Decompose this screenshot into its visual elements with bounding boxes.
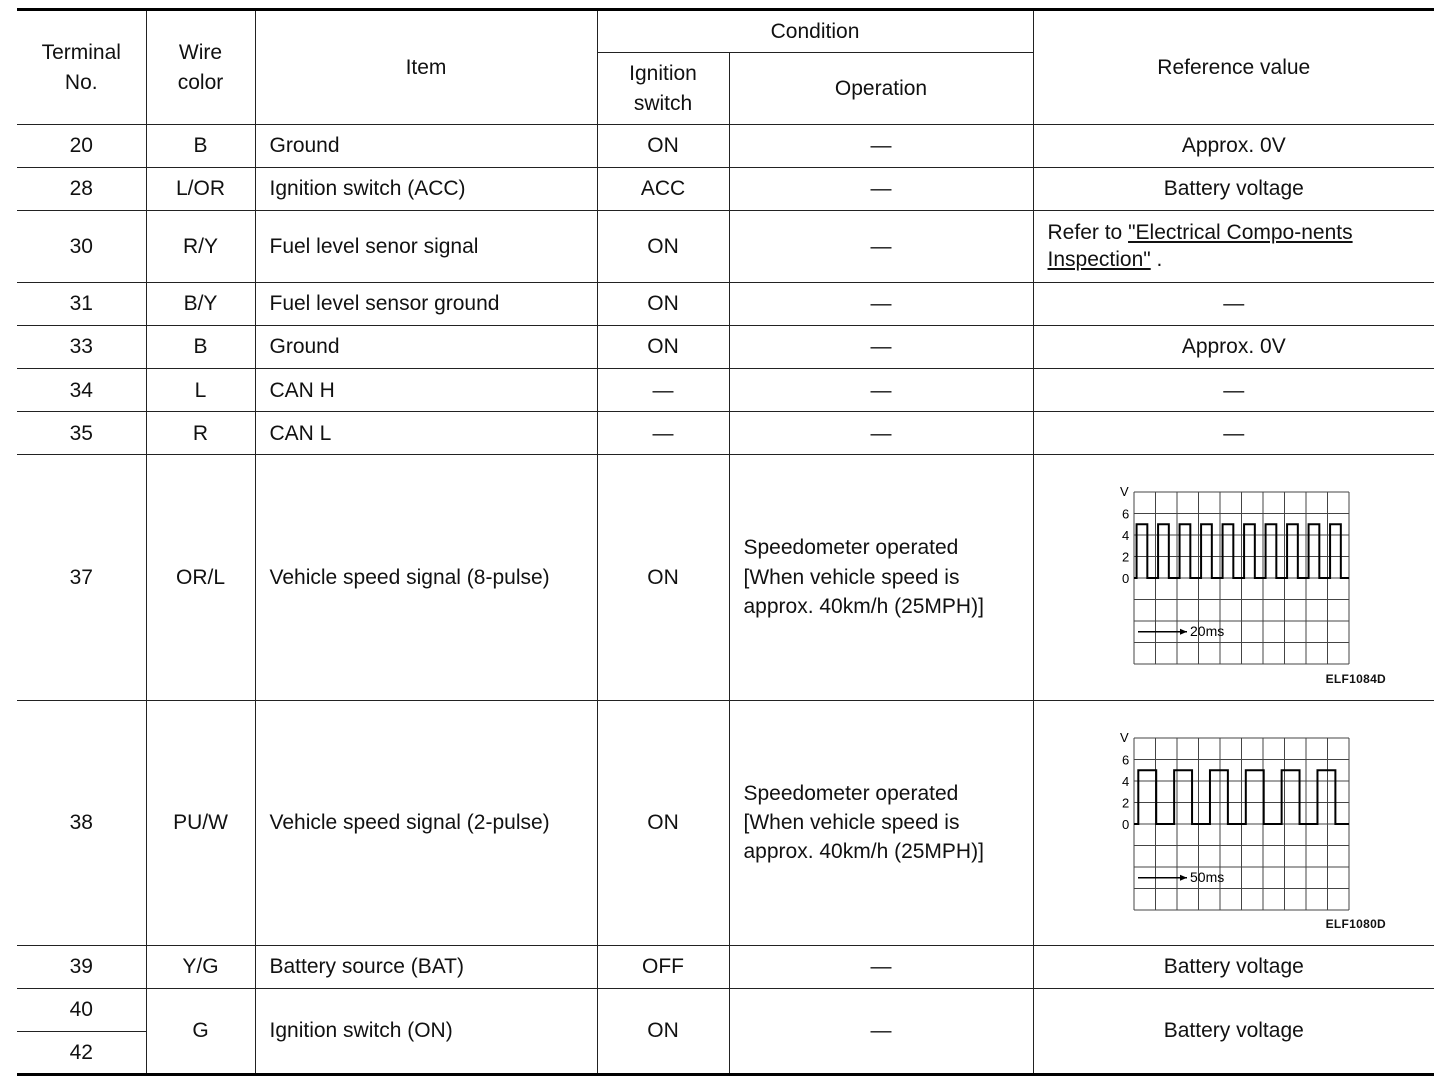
tick-label: 4 bbox=[1121, 773, 1129, 789]
reference-cell: Battery voltage bbox=[1033, 988, 1434, 1074]
header-ignition-switch: Ignition switch bbox=[597, 53, 729, 125]
tick-label: 6 bbox=[1121, 506, 1129, 522]
ignition-cell: OFF bbox=[597, 945, 729, 988]
table-row bbox=[17, 168, 1434, 211]
operation-cell: — bbox=[729, 945, 1033, 988]
tick-label: 0 bbox=[1121, 816, 1129, 832]
table-row bbox=[17, 455, 1434, 700]
wire-color-cell: B bbox=[146, 326, 255, 369]
item-cell: CAN L bbox=[255, 412, 597, 455]
wire-color-cell: R/Y bbox=[146, 211, 255, 283]
figure-id: ELF1080D bbox=[1325, 916, 1387, 931]
waveform-8-pulse bbox=[1069, 472, 1399, 672]
reference-cell: — bbox=[1033, 369, 1434, 412]
reference-cell: Battery voltage bbox=[1033, 168, 1434, 211]
header-operation: Operation bbox=[729, 53, 1033, 125]
operation-cell: — bbox=[729, 125, 1033, 168]
reference-waveform-cell bbox=[1033, 455, 1434, 700]
wire-color-cell: B/Y bbox=[146, 283, 255, 326]
item-cell: Vehicle speed signal (2-pulse) bbox=[255, 700, 597, 945]
tick-label: 6 bbox=[1121, 752, 1129, 768]
item-cell: Ground bbox=[255, 326, 597, 369]
ignition-cell: ON bbox=[597, 125, 729, 168]
operation-cell: — bbox=[729, 211, 1033, 283]
ignition-cell: ON bbox=[597, 326, 729, 369]
operation-cell: — bbox=[729, 168, 1033, 211]
operation-cell: — bbox=[729, 988, 1033, 1074]
reference-cell: — bbox=[1033, 412, 1434, 455]
reference-cell: Approx. 0V bbox=[1033, 125, 1434, 168]
table-row bbox=[17, 988, 1434, 1031]
wire-color-cell: L bbox=[146, 369, 255, 412]
time-marker-arrow bbox=[1180, 629, 1187, 635]
time-label: 50ms bbox=[1189, 868, 1224, 885]
ignition-cell: — bbox=[597, 412, 729, 455]
reference-prefix: Refer to bbox=[1047, 221, 1129, 245]
ignition-cell: ON bbox=[597, 700, 729, 945]
item-cell: Fuel level sensor ground bbox=[255, 283, 597, 326]
ignition-cell: ON bbox=[597, 283, 729, 326]
terminal-cell: 20 bbox=[17, 125, 146, 168]
wire-color-cell: Y/G bbox=[146, 945, 255, 988]
wire-color-cell: B bbox=[146, 125, 255, 168]
item-cell: Ignition switch (ON) bbox=[255, 988, 597, 1074]
table-row bbox=[17, 283, 1434, 326]
reference-cell: — bbox=[1033, 283, 1434, 326]
header-wire-color: Wire color bbox=[146, 10, 255, 125]
time-label: 20ms bbox=[1189, 623, 1224, 640]
terminal-cell: 30 bbox=[17, 211, 146, 283]
table-row bbox=[17, 412, 1434, 455]
reference-cell: Battery voltage bbox=[1033, 945, 1434, 988]
tick-label: 0 bbox=[1121, 571, 1129, 587]
wire-color-cell: OR/L bbox=[146, 455, 255, 700]
wire-color-cell: R bbox=[146, 412, 255, 455]
operation-cell: — bbox=[729, 283, 1033, 326]
time-marker-arrow bbox=[1180, 874, 1187, 880]
terminal-cell: 31 bbox=[17, 283, 146, 326]
ignition-cell: ACC bbox=[597, 168, 729, 211]
operation-cell: Speedometer operated [When vehicle speed is approx. 40km/h (25MPH)] bbox=[729, 700, 1033, 945]
tick-label: 2 bbox=[1121, 795, 1129, 811]
waveform-2-pulse bbox=[1069, 718, 1399, 918]
electrical-components-inspection-link[interactable]: "Electrical Compo-nents Inspection" bbox=[1047, 221, 1353, 271]
operation-cell: — bbox=[729, 369, 1033, 412]
reference-suffix: . bbox=[1150, 247, 1163, 271]
table-row bbox=[17, 369, 1434, 412]
wire-color-cell: L/OR bbox=[146, 168, 255, 211]
item-cell: Battery source (BAT) bbox=[255, 945, 597, 988]
axis-label: V bbox=[1119, 484, 1129, 500]
figure-id: ELF1084D bbox=[1325, 671, 1387, 686]
ignition-cell: ON bbox=[597, 988, 729, 1074]
terminal-reference-table bbox=[17, 8, 1434, 1076]
wire-color-cell: G bbox=[146, 988, 255, 1074]
terminal-cell: 34 bbox=[17, 369, 146, 412]
tick-label: 4 bbox=[1121, 528, 1129, 544]
header-reference-value: Reference value bbox=[1033, 10, 1434, 125]
operation-cell: — bbox=[729, 412, 1033, 455]
item-cell: Fuel level senor signal bbox=[255, 211, 597, 283]
terminal-cell: 28 bbox=[17, 168, 146, 211]
reference-cell bbox=[1033, 211, 1434, 283]
header-terminal-no: Terminal No. bbox=[17, 10, 146, 125]
ignition-cell: ON bbox=[597, 455, 729, 700]
item-cell: CAN H bbox=[255, 369, 597, 412]
terminal-cell: 39 bbox=[17, 945, 146, 988]
table-row bbox=[17, 945, 1434, 988]
table-row bbox=[17, 125, 1434, 168]
header-condition: Condition bbox=[597, 10, 1033, 53]
header-item: Item bbox=[255, 10, 597, 125]
item-cell: Ground bbox=[255, 125, 597, 168]
operation-cell: — bbox=[729, 326, 1033, 369]
table-row bbox=[17, 211, 1434, 283]
table-row bbox=[17, 700, 1434, 945]
table-row bbox=[17, 326, 1434, 369]
tick-label: 2 bbox=[1121, 549, 1129, 565]
terminal-cell: 40 bbox=[17, 988, 146, 1031]
reference-cell: Approx. 0V bbox=[1033, 326, 1434, 369]
axis-label: V bbox=[1119, 729, 1129, 745]
operation-cell: Speedometer operated [When vehicle speed is approx. 40km/h (25MPH)] bbox=[729, 455, 1033, 700]
terminal-cell: 33 bbox=[17, 326, 146, 369]
item-cell: Vehicle speed signal (8-pulse) bbox=[255, 455, 597, 700]
ignition-cell: — bbox=[597, 369, 729, 412]
terminal-cell: 38 bbox=[17, 700, 146, 945]
terminal-cell: 37 bbox=[17, 455, 146, 700]
reference-waveform-cell bbox=[1033, 700, 1434, 945]
terminal-cell: 35 bbox=[17, 412, 146, 455]
item-cell: Ignition switch (ACC) bbox=[255, 168, 597, 211]
wire-color-cell: PU/W bbox=[146, 700, 255, 945]
ignition-cell: ON bbox=[597, 211, 729, 283]
terminal-cell: 42 bbox=[17, 1031, 146, 1074]
